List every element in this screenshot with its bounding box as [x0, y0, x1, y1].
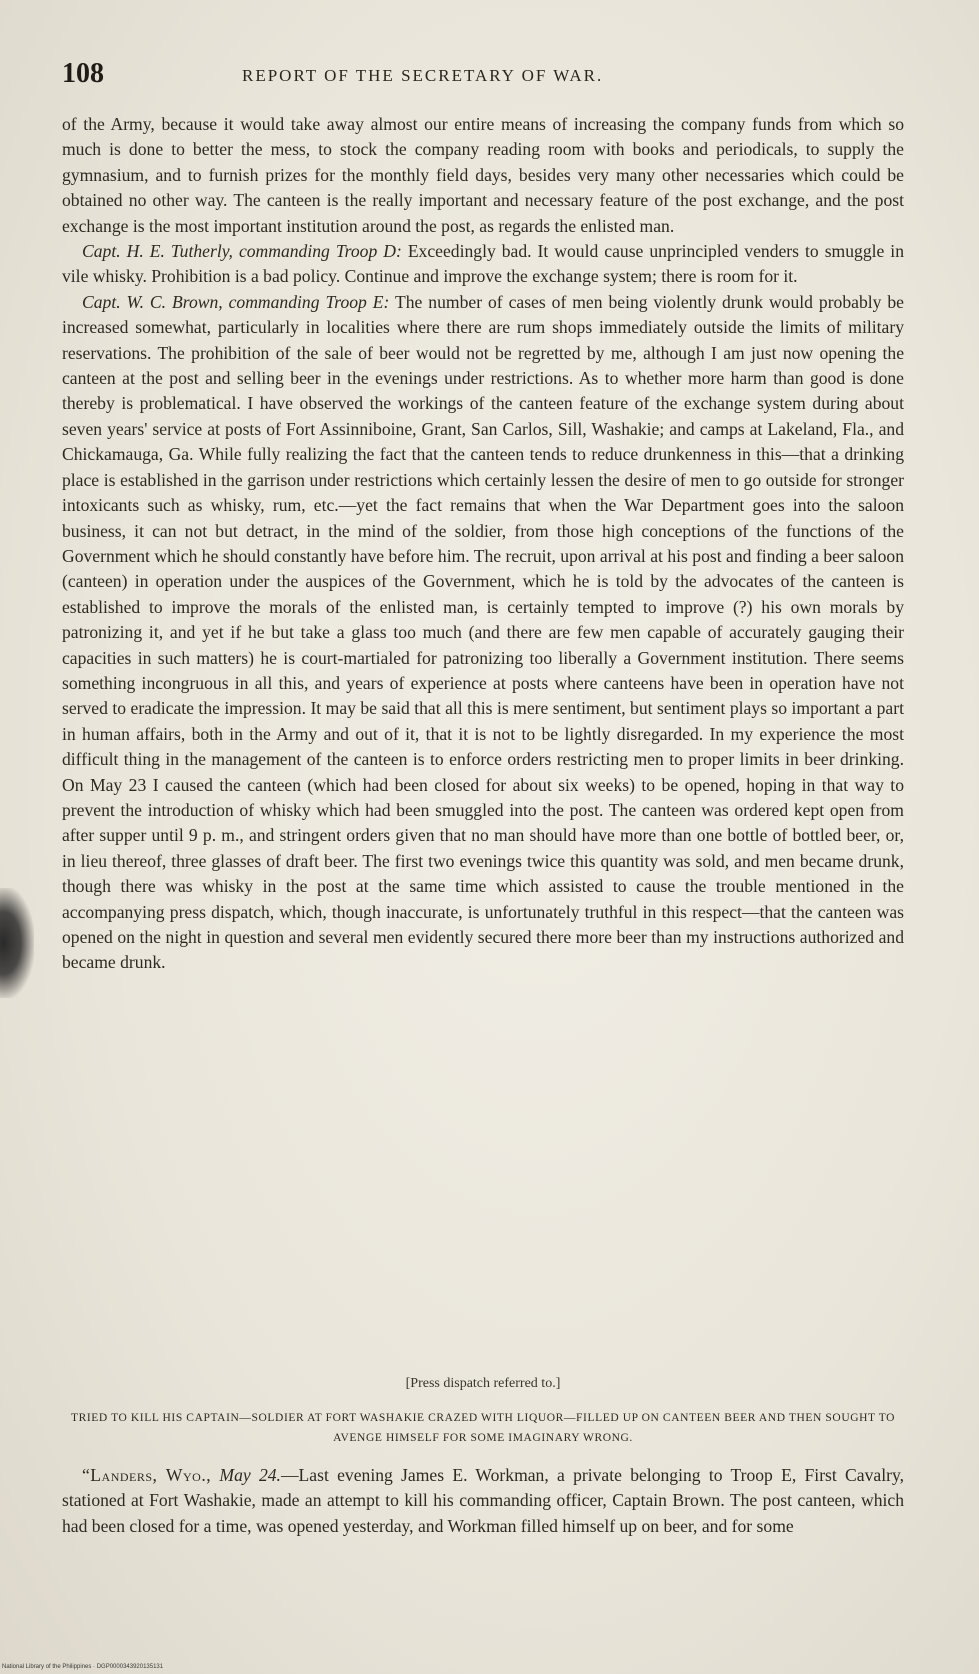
scanner-thumb-shadow: [0, 888, 34, 998]
page-number: 108: [62, 58, 104, 89]
dateline-place: “Landers, Wyo.,: [82, 1465, 212, 1485]
press-dispatch-reference: [Press dispatch referred to.]: [405, 1376, 561, 1391]
speaker-name: Capt. H. E. Tutherly, commanding Troop D:: [82, 241, 402, 262]
article-headline: TRIED TO KILL HIS CAPTAIN—SOLDIER AT FORT WASHAKIE CRAZED WITH LIQUOR—FILLED UP ON CANTEEN BEER AND THEN SOUGHT TO AVENGE HIMSELF FOR SOME IMAGINARY WRONG.: [70, 1412, 896, 1444]
paragraph-brown: [62, 290, 904, 976]
body-text: [62, 112, 904, 976]
dateline-date: May 24.: [219, 1465, 281, 1485]
article-body: [62, 1463, 904, 1539]
page-header: [62, 58, 917, 98]
paragraph-text: The number of cases of men being violently drunk would probably be increased somewhat, particularly in localities where there are rum shops immediately outside the limits of military reservations. The prohibition of the sale of beer would not be regretted by me, although I am just now opening the canteen at the post and selling beer in the evenings under restrictions. As to whether more harm than good is done thereby is problematical. I have observed the workings of the canteen feature of the exchange system during about seven years' service at posts of Fort Assinniboine, Grant, San Carlos, Sill, Washakie; and camps at Lakeland, Fla., and Chickamauga, Ga. While fully realizing the fact that the canteen tends to reduce drunkenness in this—that a drinking place is established in the garrison under restrictions which certainly lessen the desire of men to go outside for stronger intoxicants such as whisky, rum, etc.—yet the fact remains that when the War Department goes into the saloon business, it can not but detract, in the mind of the soldier, from those high conceptions of the functions of the Government which he should constantly have before him. The recruit, upon arrival at his post and finding a beer saloon (canteen) in operation under the auspices of the Government, which he is told by the advocates of the canteen is established to improve the morals of the enlisted man, is certainly tempted to improve (?) his own morals by patronizing it, and yet if he but take a glass too much (and there are few men capable of accurately gauging their capacities in such matters) he is court-martialed for patronizing too liberally a Government institution. There seems something incongruous in all this, and years of experience at posts where canteens have been in operation have not served to eradicate the impression. It may be said that all this is mere sentiment, but sentiment plays so important a part in human affairs, both in the Army and out of it, that it is not to be lightly disregarded. In my experience the most difficult thing in the management of the canteen is to enforce orders restricting men to proper limits in beer drinking. On May 23 I caused the canteen (which had been closed for about six weeks) to be opened, hoping in that way to prevent the introduction of whisky which had been smuggled into the post. The canteen was ordered kept open from after supper until 9 p. m., and stringent orders given that no man should have more than one bottle of bottled beer, or, in lieu thereof, three glasses of draft beer. The first two evenings twice this quantity was sold, and men became drunk, though there was whisky in the post at the same time which assisted to cause the trouble mentioned in the accompanying press dispatch, which, though inaccurate, is unfortunately truthful in this respect—that the canteen was opened on the night in question and several men evidently secured there more beer than my instructions authorized and became drunk.: [62, 291, 904, 973]
paragraph-tutherly: [62, 239, 904, 290]
paragraph-continued: [62, 112, 904, 239]
paragraph-text: Exceedingly bad. It would cause unprincipled venders to smuggle in vile whisky. Prohibition is a bad policy. Continue and improve the exchange system; there is room for it.: [62, 241, 904, 287]
scan-footer-note: National Library of the Philippines · DGP0000343920135131: [2, 1664, 164, 1670]
speaker-name: Capt. W. C. Brown, commanding Troop E:: [82, 291, 390, 312]
running-head: REPORT OF THE SECRETARY OF WAR.: [242, 66, 604, 85]
article-text: —Last evening James E. Workman, a private belonging to Troop E, First Cavalry, stationed at Fort Washakie, made an attempt to kill his commanding officer, Captain Brown. The post canteen, which had been closed for a time, was opened yesterday, and Workman filled himself up on beer, and for some: [62, 1465, 905, 1536]
paragraph-text: of the Army, because it would take away almost our entire means of increasing the company funds from which so much is done to better the mess, to stock the company reading room with books and periodicals, to supply the gymnasium, and to furnish prizes for the monthly field days, besides very many other necessaries which could be obtained no other way. The canteen is the really important and necessary feature of the post exchange, and the post exchange is the most important institution around the post, as regards the enlisted man.: [62, 114, 904, 236]
article-paragraph: [62, 1463, 904, 1539]
